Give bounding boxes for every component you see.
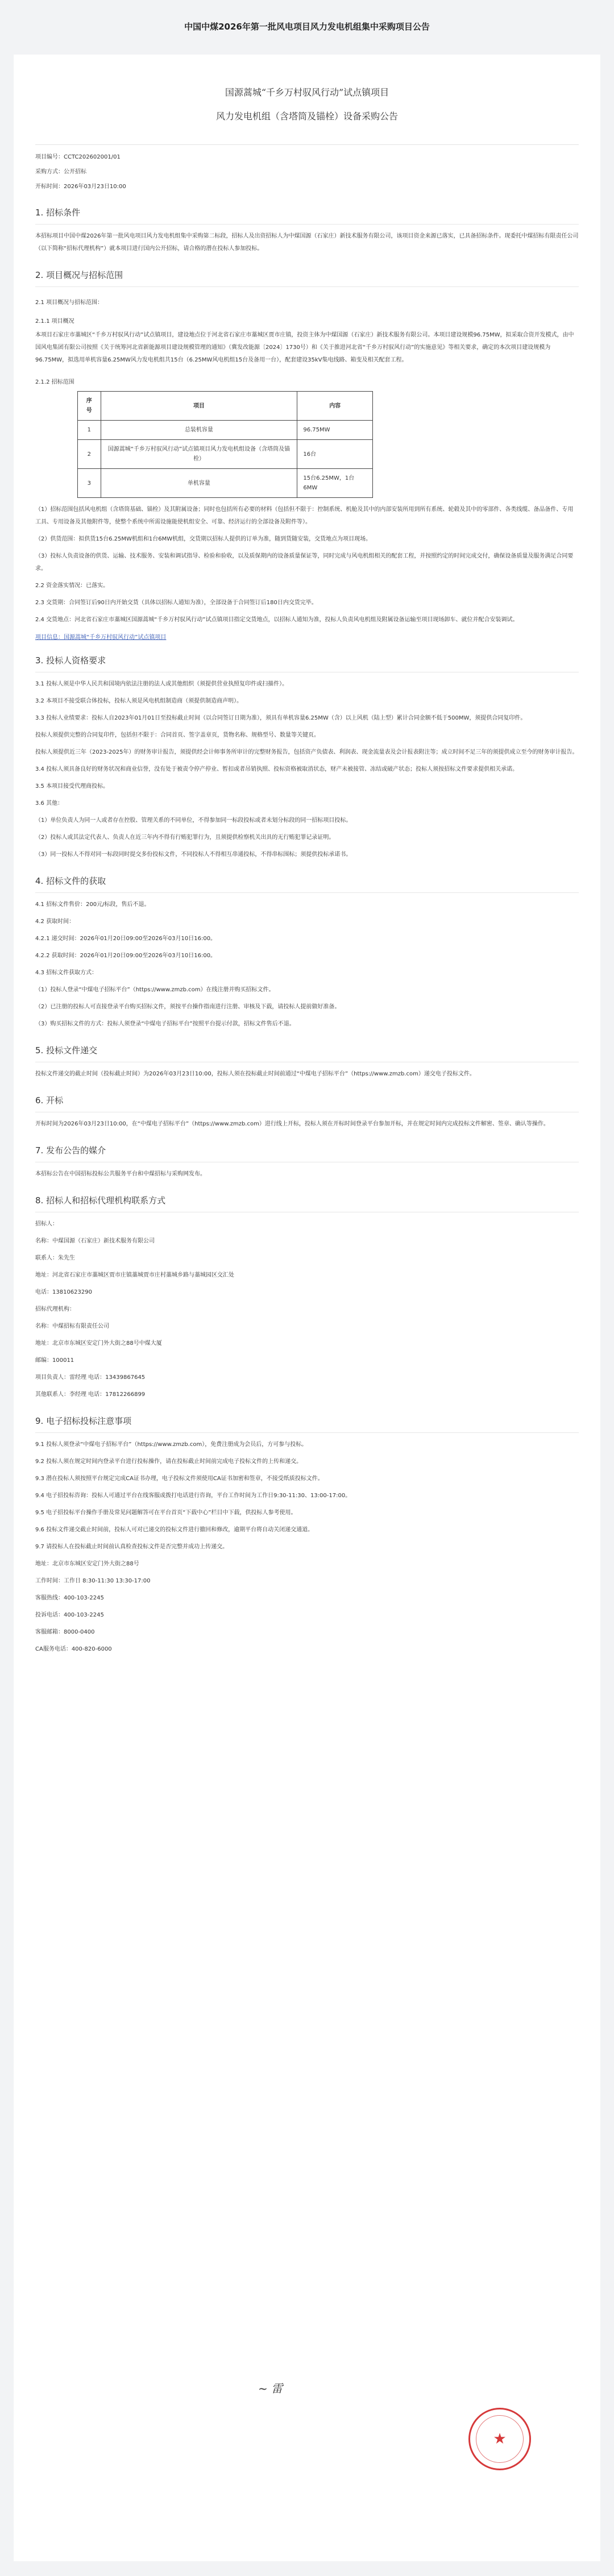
- section-2-text-3: （2）供货范围：拟供货15台6.25MW机组和1台6MW机组，交货期以招标人提供的订单为准，随到货随安装，交货地点为项目现场。: [35, 536, 372, 542]
- section-3-p2: 3.2 本项目不接受联合体投标，投标人须是风电机组制造商（须提供制造商声明）。: [35, 698, 243, 704]
- section-8-p2: 名称：中煤国源（石家庄）新技术服务有限公司: [35, 1238, 155, 1244]
- table-row: [78, 421, 373, 440]
- section-5-title: 5. 投标文件递交: [35, 1044, 579, 1062]
- section-9-p13: CA服务电话：400-820-6000: [35, 1646, 112, 1652]
- table-cell: 16台: [297, 440, 373, 469]
- table-cell: 单机容量: [101, 469, 297, 498]
- section-8-p3: 联系人：朱先生: [35, 1255, 75, 1261]
- section-3-p5: 投标人须提供近三年（2023-2025年）的财务审计报告，须提供经会计师事务所审计的完整财务报告，包括资产负债表、利润表、现金流量表及会计报表附注等；成立时间不足三年的须提供成立至今的财务审计报告。: [35, 749, 578, 755]
- section-6-p1: 开标时间为2026年03月23日10:00，在“中煤电子招标平台”（https://www.zmzb.com）进行线上开标，投标人须在开标时间登录平台参加开标，并在规定时间内完成投标文件解密、签章、确认等操作。: [35, 1121, 549, 1127]
- section-9-p3: 9.3 潜在投标人须按照平台规定完成CA证书办理，电子投标文件须使用CA证书加密和签章，不接受纸质投标文件。: [35, 1476, 323, 1482]
- section-2-text-2: （1）招标范围包括风电机组（含塔筒基础、锚栓）及其附属设备；同时也包括所有必要的材料（包括但不限于：控制系统、机舱及其中的内部安装所用到所有系统、轮毂及其中的零部件、各类线缆、备品备件、专用工具、专用设备及其他附件等，使整个系统中所需设施能使机组安全、可靠、经济运行的全部设备及附件等）。: [35, 506, 574, 525]
- table-cell: 1: [78, 421, 101, 440]
- section-3-p11: （3）同一投标人不得对同一标段同时提交多份投标文件，不同投标人不得相互串通投标，不得串标围标；须提供投标承诺书。: [35, 851, 352, 858]
- table-header: 内容: [297, 392, 373, 421]
- section-9-p5: 9.5 电子招投标平台操作手册及常见问题解答可在平台首页“下载中心”栏目中下载，供投标人参考使用。: [35, 1510, 297, 1516]
- company-seal: [468, 2408, 531, 2470]
- section-8-p11: 其他联系人：李经理 电话：17812266899: [35, 1391, 146, 1398]
- section-3-p9: （1）单位负责人为同一人或者存在控股、管理关系的不同单位，不得参加同一标段投标或者未划分标段的同一招标项目投标。: [35, 817, 352, 824]
- section-8-p10: 项目负责人：雷经理 电话：13439867645: [35, 1374, 146, 1381]
- section-4-p6: （1）投标人登录“中煤电子招标平台”（https://www.zmzb.com）在线注册并购买招标文件。: [35, 987, 275, 993]
- project-info-link[interactable]: 项目信息：国源蒿城“千乡万村驭风行动”试点镇项目: [35, 634, 167, 641]
- sub-2-1-1: 2.1.1 项目概况: [35, 318, 74, 325]
- section-2-text-4: （3）投标人负责设备的供货、运输、技术服务、安装和调试指导、检验和验收，以及质保期内的设备质量保证等，同时完成与风电机组相关的配套工程，并按照约定的时间完成交付，确保设备质量及服务满足合同要求。: [35, 553, 574, 572]
- section-9-p12: 客服邮箱：8000-0400: [35, 1629, 95, 1635]
- procure-method: 采购方式：公开招标: [35, 169, 86, 175]
- section-3-p4: 投标人须提供完整的合同复印件，包括但不限于：合同首页、签字盖章页，货物名称、规格型号、数量等关键页。: [35, 732, 320, 738]
- section-2-text-5: 2.2 资金落实情况：已落实。: [35, 583, 109, 589]
- section-3-p3: 3.3 投标人业绩要求：投标人自2023年01月01日至投标截止时间（以合同签订日期为准），须具有单机容量6.25MW（含）以上风机（陆上型）累计合同金额不低于500MW，须提供合同复印件。: [35, 715, 526, 721]
- table-cell: 15台6.25MW，1台6MW: [297, 469, 373, 498]
- section-1-text: 本招标项目中国中煤2026年第一批风电项目风力发电机组集中采购第二标段，招标人及出资招标人为中煤国源（石家庄）新技术服务有限公司，该项目资金来源已落实，已具备招标条件。现委托中煤招标有限责任公司（以下简称“招标代理机构”）就本项目进行国内公开招标，请合格的潜在投标人参加投标。: [35, 233, 579, 252]
- section-9-p6: 9.6 投标文件递交截止时间前，投标人可对已递交的投标文件进行撤回和修改，逾期平台将自动关闭递交通道。: [35, 1527, 314, 1533]
- section-2-text-6: 2.3 交货期：合同签订后90日内开始交货（具体以招标人通知为准），全部设备于合同签订后180日内交货完毕。: [35, 600, 317, 606]
- announcement-card: [14, 55, 600, 2561]
- section-1-title: 1. 招标条件: [35, 206, 579, 225]
- doc-title-1: 国源蒿城“千乡万村驭风行动”试点镇项目: [225, 87, 389, 98]
- section-2-text-7: 2.4 交货地点：河北省石家庄市藁城区国源蒿城“千乡万村驭风行动”试点镇项目指定交货地点，以招标人通知为准，投标人负责风电机组及附属设备运输至项目现场卸车、就位并配合安装调试。: [35, 617, 518, 623]
- doc-title-2: 风力发电机组（含塔筒及锚栓）设备采购公告: [215, 111, 398, 122]
- section-9-p1: 9.1 投标人须登录“中煤电子招标平台”（https://www.zmzb.com），免费注册成为会员后，方可参与投标。: [35, 1441, 308, 1448]
- section-4-p8: （3）购买招标文件的方式：投标人须登录“中煤电子招标平台”按照平台提示付款，招标文件售后不退。: [35, 1021, 295, 1027]
- section-8-p8: 地址：北京市东城区安定门外大街之88号中煤大厦: [35, 1340, 162, 1347]
- section-2-text-1: 本项目石家庄市藁城区“千乡万村驭风行动”试点镇项目，建设地点位于河北省石家庄市藁城区贾市庄镇，投资主体为中煤国源（石家庄）新技术服务有限公司。本项目建设规模96.75MW，拟采取合资开发模式，由中国风电集团有限公司按照《关于统筹河北省新能源项目建设规模管理的通知》（冀发改能源〔2024〕1730号）和《关于推进河北省“千乡万村驭风行动”的实施意见》等相关要求，确定的本次项目建设规模为96.75MW，拟选用单机容量6.25MW风力发电机组共15台（6.25MW风电机组15台及备用一台），配套建设35kV集电线路、箱变及相关配套工程。: [35, 332, 574, 363]
- section-8-p6: 招标代理机构：: [35, 1306, 75, 1312]
- section-4-p3: 4.2.1 递交时间：2026年01月20日09:00至2026年03月10日16:00。: [35, 936, 217, 942]
- section-9-p7: 9.7 请投标人在投标截止时间前认真检查投标文件是否完整并成功上传递交。: [35, 1544, 229, 1550]
- table-cell: 国源蒿城“千乡万村驭风行动”试点镇项目风力发电机组设备（含塔筒及锚栓）: [101, 440, 297, 469]
- section-8-title: 8. 招标人和招标代理机构联系方式: [35, 1194, 579, 1212]
- section-8-p9: 邮编：100011: [35, 1357, 74, 1364]
- table-cell: 96.75MW: [297, 421, 373, 440]
- section-9-p2: 9.2 投标人须在规定时间内登录平台进行投标操作，请在投标截止时间前完成电子投标文件的上传和递交。: [35, 1459, 302, 1465]
- section-4-p5: 4.3 招标文件获取方式：: [35, 970, 98, 976]
- section-9-p11: 投诉电话：400-103-2245: [35, 1612, 104, 1618]
- section-9-p9: 工作时间：工作日 8:30-11:30 13:30-17:00: [35, 1578, 151, 1584]
- table-row: [78, 469, 373, 498]
- table-header: 项目: [101, 392, 297, 421]
- star-icon: ★: [493, 2430, 507, 2448]
- page-title: 中国中煤2026年第一批风电项目风力发电机组集中采购项目公告: [184, 22, 430, 32]
- sub-2-1: 2.1 项目概况与招标范围：: [35, 300, 103, 306]
- table-row: [78, 440, 373, 469]
- seal-ring: [476, 2415, 524, 2463]
- section-4-p2: 4.2 获取时间：: [35, 919, 75, 925]
- section-9-title: 9. 电子招标投标注意事项: [35, 1415, 579, 1433]
- section-4-title: 4. 招标文件的获取: [35, 875, 579, 893]
- section-7-title: 7. 发布公告的媒介: [35, 1144, 579, 1162]
- section-4-p1: 4.1 招标文件售价：200元/标段，售后不退。: [35, 901, 150, 908]
- section-2-title: 2. 项目概况与招标范围: [35, 269, 579, 287]
- section-8-p1: 招标人：: [35, 1221, 58, 1227]
- section-9-p4: 9.4 电子招投标咨询：投标人可通过平台在线客服或拨打电话进行咨询，平台工作时间为工作日9:30-11:30、13:00-17:00。: [35, 1493, 351, 1499]
- open-time: 开标时间：2026年03月23日10:00: [35, 184, 126, 190]
- section-6-title: 6. 开标: [35, 1094, 579, 1112]
- table-cell: 3: [78, 469, 101, 498]
- section-3-p6: 3.4 投标人须具备良好的财务状况和商业信誉，没有处于被责令停产停业、暂扣或者吊销执照、投标资格被取消状态，财产未被接管、冻结或破产状态；投标人须按招标文件要求提供相关承诺。: [35, 766, 518, 772]
- sub-2-1-2: 2.1.2 招标范围: [35, 379, 74, 385]
- section-9-p10: 客服热线：400-103-2245: [35, 1595, 104, 1601]
- section-8-p7: 名称：中煤招标有限责任公司: [35, 1323, 109, 1329]
- handwritten-signature: ~ 雷: [258, 2382, 283, 2395]
- section-4-p7: （2）已注册的投标人可直接登录平台购买招标文件，须按平台操作指南进行注册、审核及下载，请投标人提前做好准备。: [35, 1004, 341, 1010]
- table-header: 序号: [78, 392, 101, 421]
- table-cell: 总装机容量: [101, 421, 297, 440]
- section-9-p8: 地址：北京市东城区安定门外大街之88号: [35, 1561, 139, 1567]
- section-3-p8: 3.6 其他：: [35, 800, 64, 807]
- section-3-p7: 3.5 本项目接受代理商投标。: [35, 783, 109, 790]
- section-4-p4: 4.2.2 获取时间：2026年01月20日09:00至2026年03月10日16:00。: [35, 953, 217, 959]
- divider: [35, 144, 579, 145]
- section-3-p1: 3.1 投标人须是中华人民共和国境内依法注册的法人或其他组织（须提供营业执照复印件或扫描件）。: [35, 681, 288, 687]
- section-8-p5: 电话：13810623290: [35, 1289, 92, 1295]
- section-7-p1: 本招标公告在中国招标投标公共服务平台和中煤招标与采购网发布。: [35, 1171, 206, 1177]
- scope-table: [77, 391, 373, 498]
- section-8-p4: 地址：河北省石家庄市藁城区贾市庄镇藁城贾市庄村藁城乡路与藁城园区交汇处: [35, 1272, 234, 1278]
- section-3-p10: （2）投标人或其法定代表人、负责人在近三年内不得有行贿犯罪行为，且须提供检察机关出具的无行贿犯罪记录证明。: [35, 834, 335, 841]
- table-cell: 2: [78, 440, 101, 469]
- section-5-p1: 投标文件递交的截止时间（投标截止时间）为2026年03月23日10:00，投标人须在投标截止时间前通过“中煤电子招标平台”（https://www.zmzb.com）递交电子投标文件。: [35, 1071, 475, 1077]
- project-no: 项目编号：CCTC202602001/01: [35, 154, 121, 160]
- section-3-title: 3. 投标人资格要求: [35, 654, 579, 672]
